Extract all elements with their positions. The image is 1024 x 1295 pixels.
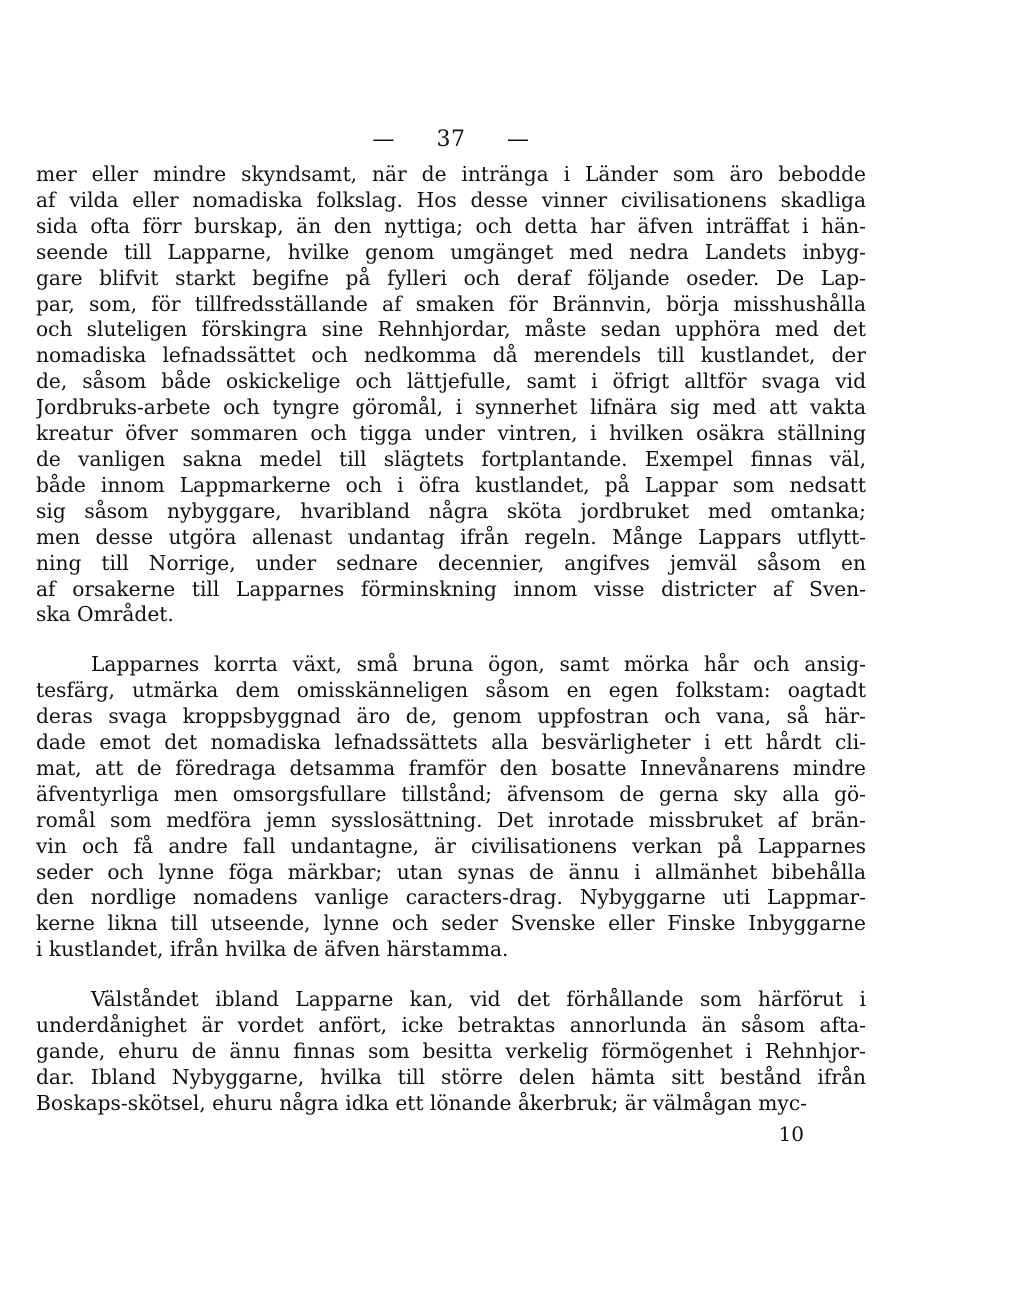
text-line: sida ofta förr burskap, än den nyttiga; och detta har äfven inträffat i hän- xyxy=(36,213,866,238)
text-line: den nordlige nomadens vanlige caracters-drag. Nybyggarne uti Lappmar- xyxy=(36,885,866,910)
text-line: gare blifvit starkt begifne på fylleri och deraf följande oseder. De Lap- xyxy=(36,265,866,290)
paragraph-1 xyxy=(36,162,866,628)
paragraph-3 xyxy=(36,987,866,1117)
paragraph-2 xyxy=(36,652,866,963)
text-line: i kustlandet, ifrån hvilka de äfven härstamma. xyxy=(36,937,509,962)
text-line: seende till Lapparne, hvilke genom umgänget med nedra Landets inbyg- xyxy=(36,239,866,264)
text-line: af orsakerne till Lapparnes förminskning innom visse districter af Sven- xyxy=(36,576,866,601)
page-header xyxy=(36,118,866,162)
text-line: mer eller mindre skyndsamt, när de intränga i Länder som äro bebodde xyxy=(36,162,866,186)
body-text xyxy=(36,162,866,1117)
text-line: romål som medföra jemn sysslosättning. Det inrotade missbruket af brän- xyxy=(36,807,866,832)
text-line: kreatur öfver sommaren och tigga under vintren, i hvilken osäkra ställning xyxy=(36,421,866,446)
text-line: både innom Lappmarkerne och i öfra kustlandet, på Lappar som nedsatt xyxy=(36,472,866,497)
text-line: ska Området. xyxy=(36,602,174,627)
text-line: gande, ehuru de ännu finnas som besitta verkelig förmögenhet i Rehnhjor- xyxy=(36,1039,866,1063)
signature-mark: 10 xyxy=(778,1121,804,1146)
text-line: dar. Ibland Nybyggarne, hvilka till större delen hämta sitt bestånd ifrån xyxy=(36,1064,866,1089)
text-line: och sluteligen förskingra sine Rehnhjordar, måste sedan upphöra med det xyxy=(36,317,866,342)
text-line: tesfärg, utmärka dem omisskänneligen såsom en egen folkstam: oagtadt xyxy=(36,678,866,703)
text-line: par, som, för tillfredsställande af smaken för Brännvin, börja misshushålla xyxy=(36,291,866,316)
text-line: de vanligen sakna medel till slägtets fortplantande. Exempel finnas väl, xyxy=(36,446,866,471)
text-line: sig såsom nybyggare, hvaribland några sköta jordbruket med omtanka; xyxy=(36,498,866,523)
text-line: mat, att de föredraga detsamma framför den bosatte Innevånarens mindre xyxy=(36,755,866,780)
text-line: dade emot det nomadiska lefnadssättets alla besvärligheter i ett hårdt cli- xyxy=(36,730,866,755)
document-page xyxy=(36,118,866,1147)
text-line: de, såsom både oskickelige och lättjefulle, samt i öfrigt alltför svaga vid xyxy=(36,369,866,394)
text-line: Boskaps-skötsel, ehuru några idka ett lönande åkerbruk; är välmågan myc- xyxy=(36,1090,807,1115)
text-line: Jordbruks-arbete och tyngre göromål, i synnerhet lifnära sig med att vakta xyxy=(36,395,866,420)
page-number: 37 xyxy=(436,127,466,152)
text-line: äfventyrliga men omsorgsfullare tillstånd; äfvensom de gerna sky alla gö- xyxy=(36,781,866,806)
text-line: ning till Norrige, under sednare decennier, angifves jemväl såsom en xyxy=(36,550,866,575)
header-dash-right: — xyxy=(507,127,530,152)
header-dash-left: — xyxy=(372,127,395,152)
text-line: men desse utgöra allenast undantag ifrån regeln. Månge Lappars utflytt- xyxy=(36,524,866,549)
text-line: kerne likna till utseende, lynne och seder Svenske eller Finske Inbyggarne xyxy=(36,911,866,936)
text-line: deras svaga kroppsbyggnad äro de, genom uppfostran och vana, så här- xyxy=(36,704,866,729)
text-line: vin och få andre fall undantagne, är civilisationens verkan på Lapparnes xyxy=(36,833,866,858)
text-line: nomadiska lefnadssättet och nedkomma då merendels till kustlandet, der xyxy=(36,343,866,368)
text-line: af vilda eller nomadiska folkslag. Hos desse vinner civilisationens skadliga xyxy=(36,187,866,212)
text-line: Välståndet ibland Lapparne kan, vid det förhållande som härförut i xyxy=(91,987,866,1012)
text-line: Lapparnes korrta växt, små bruna ögon, samt mörka hår och ansig- xyxy=(91,652,866,677)
text-line: seder och lynne föga märkbar; utan synas de ännu i allmänhet bibehålla xyxy=(36,859,866,884)
text-line: underdånighet är vordet anfört, icke betraktas annorlunda än såsom afta- xyxy=(36,1013,866,1038)
